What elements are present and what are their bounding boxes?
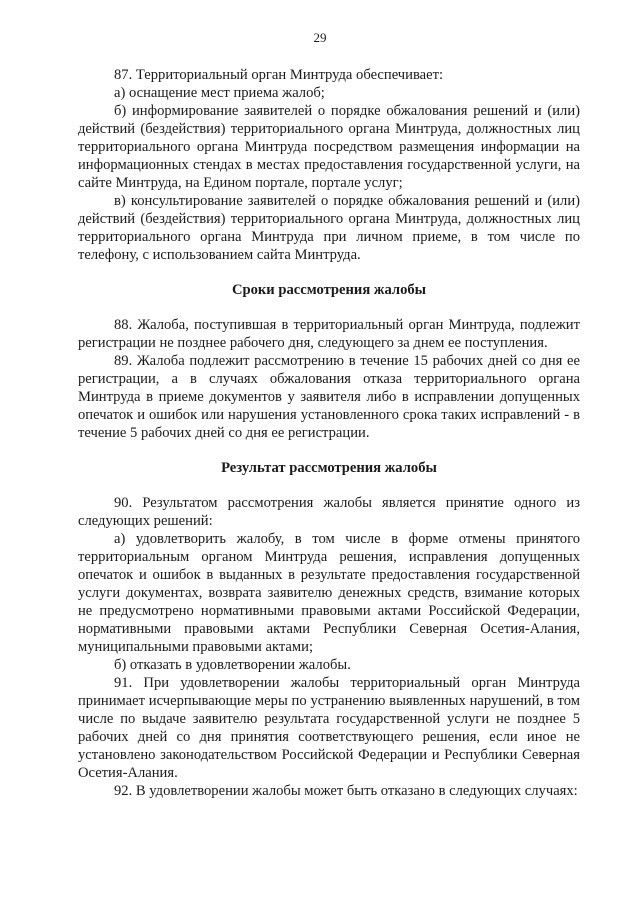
paragraph-89: 89. Жалоба подлежит рассмотрению в течение 15 рабочих дней со дня ее регистрации, а в случаях обжалования отказа территориального органа Минтруда в приеме документов у заявителя либо в исправлении допущенных опечаток и ошибок или нарушения установленного срока таких исправлений - в течение 5 рабочих дней со дня ее регистрации. — [78, 353, 580, 441]
spacer — [78, 264, 580, 281]
paragraph-90: 90. Результатом рассмотрения жалобы является принятие одного из следующих решений: — [78, 495, 580, 529]
paragraph-90-a: а) удовлетворить жалобу, в том числе в форме отмены принятого территориальным органом Минтруда решения, исправления допущенных опечаток и ошибок в выданных в результате предоставления государственной услуги документах, возврата заявителю денежных средств, взимание которых не предусмотрено нормативными правовыми актами Российской Федерации, нормативными правовыми актами Республики Северная Осетия-Алания, муниципальными правовыми актами; — [78, 531, 580, 655]
paragraph-88: 88. Жалоба, поступившая в территориальный орган Минтруда, подлежит регистрации не позднее рабочего дня, следующего за днем ее поступления. — [78, 317, 580, 351]
paragraph-87-b: б) информирование заявителей о порядке обжалования решений и (или) действий (бездействия) территориального органа Минтруда, должностных лиц территориального органа Минтруда посредством размещения информации на информационных стендах в местах предоставления государственной услуги, на сайте Минтруда, на Едином портале, портале услуг; — [78, 103, 580, 191]
paragraph-91: 91. При удовлетворении жалобы территориальный орган Минтруда принимает исчерпывающие меры по устранению выявленных нарушений, в том числе по выдаче заявителю результата государственной услуги не позднее 5 рабочих дней со дня принятия соответствующего решения, если иное не установлено законодательством Российской Федерации и Республики Северная Осетия-Алания. — [78, 675, 580, 781]
paragraph-87-a: а) оснащение мест приема жалоб; — [114, 85, 325, 101]
section-heading-review-result: Результат рассмотрения жалобы — [221, 460, 437, 476]
paragraph-92: 92. В удовлетворении жалобы может быть отказано в следующих случаях: — [114, 783, 578, 799]
paragraph-90-b: б) отказать в удовлетворении жалобы. — [114, 657, 351, 673]
section-heading-review-terms: Сроки рассмотрения жалобы — [231, 282, 427, 298]
spacer — [78, 299, 580, 316]
page-number: 29 — [313, 30, 327, 45]
spacer — [78, 442, 580, 459]
spacer — [78, 477, 580, 494]
paragraph-87: 87. Территориальный орган Минтруда обеспечивает: — [114, 67, 444, 83]
paragraph-87-v: в) консультирование заявителей о порядке обжалования решений и (или) действий (бездействия) территориального органа Минтруда, должностных лиц территориального органа Минтруда при личном приеме, в том числе по телефону, с использованием сайта Минтруда. — [78, 193, 580, 263]
document-body — [78, 66, 580, 800]
